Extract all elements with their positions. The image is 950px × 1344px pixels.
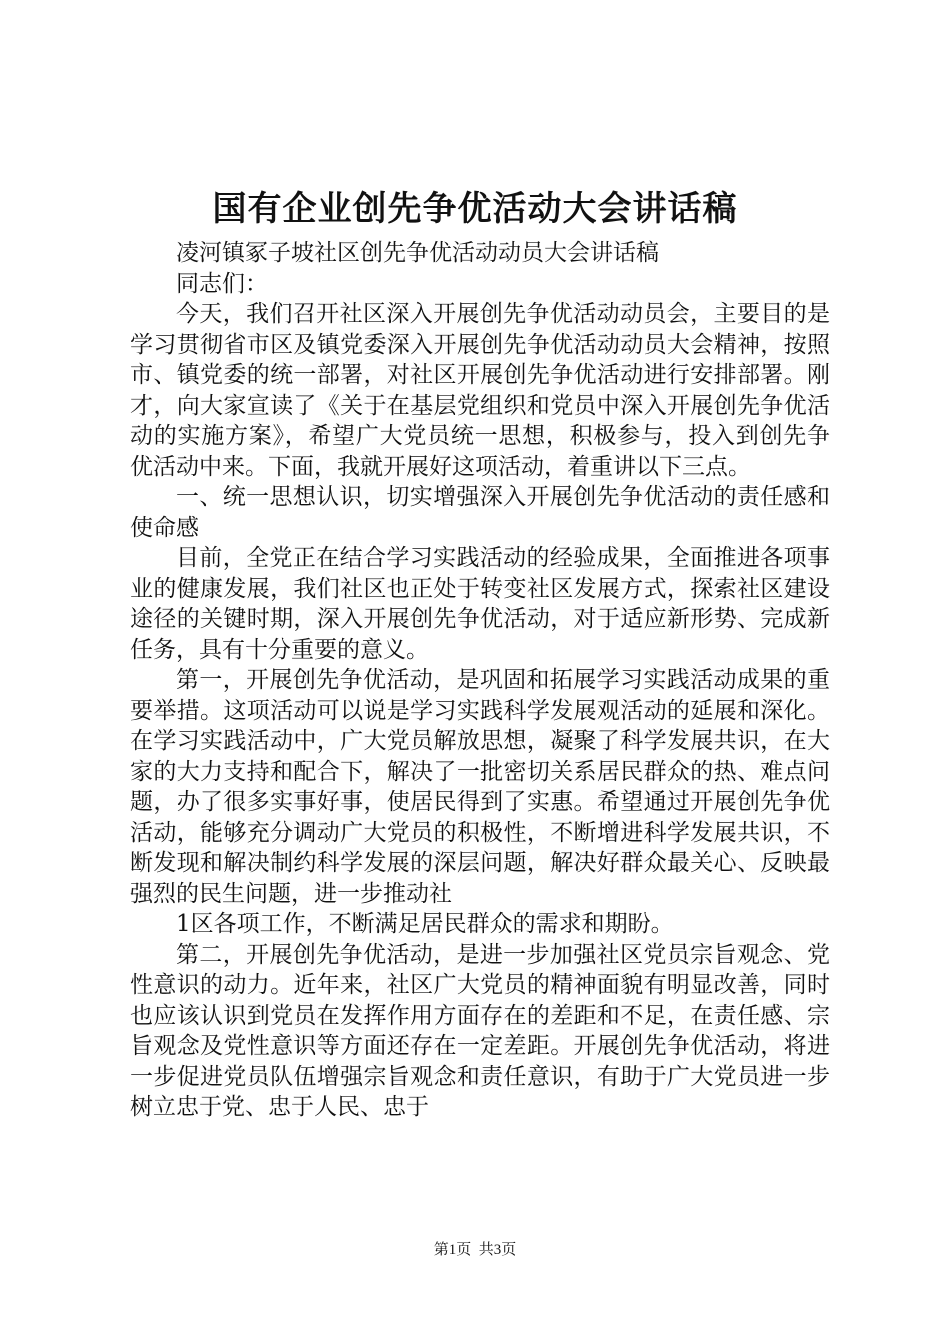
body-paragraph: 第一，开展创先争优活动，是巩固和拓展学习实践活动成果的重要举措。这项活动可以说是学习实践科学发展观活动的延展和深化。在学习实践活动中，广大党员解放思想，凝聚了科学发展共识，在大家的大力支持和配合下，解决了一批密切关系居民群众的热、难点问题，办了很多实事好事，使居民得到了实惠。希望通过开展创先争优活动，能够充分调动广大党员的积极性，不断增进科学发展共识，不断发现和解决制约科学发展的深层问题，解决好群众最关心、反映最强烈的民生问题，进一步推动社 [130, 667, 830, 907]
page-footer [0, 1240, 950, 1260]
document-body [130, 238, 830, 1123]
subtitle-paragraph: 凌河镇冢子坡社区创先争优活动动员大会讲话稿 [176, 240, 659, 266]
body-paragraph: 第二，开展创先争优活动，是进一步加强社区党员宗旨观念、党性意识的动力。近年来，社区广大党员的精神面貌有明显改善，同时也应该认识到党员在发挥作用方面存在的差距和不足，在责任感、宗旨观念及党性意识等方面还存在一定差距。开展创先争优活动，将进一步促进党员队伍增强宗旨观念和责任意识，有助于广大党员进一步树立忠于党、忠于人民、忠于 [130, 941, 830, 1120]
page-number: 第1页 [433, 1242, 472, 1258]
salutation-paragraph: 同志们： [176, 270, 268, 297]
body-paragraph: 今天，我们召开社区深入开展创先争优活动动员会，主要目的是学习贯彻省市区及镇党委深入开展创先争优活动动员大会精神，按照市、镇党委的统一部署，对社区开展创先争优活动进行安排部署。刚才，向大家宣读了《关于在基层党组织和党员中深入开展创先争优活动的实施方案》，希望广大党员统一思想，积极参与，投入到创先争优活动中来。下面，我就开展好这项活动，着重讲以下三点。 [130, 301, 830, 480]
page-total: 共3页 [478, 1242, 517, 1258]
body-paragraph: 1区各项工作，不断满足居民群众的需求和期盼。 [176, 911, 674, 937]
document-title: 国有企业创先争优活动大会讲话稿 [212, 189, 738, 229]
section-heading: 一、统一思想认识，切实增强深入开展创先争优活动的责任感和使命感 [130, 484, 830, 541]
body-paragraph: 目前，全党正在结合学习实践活动的经验成果，全面推进各项事业的健康发展，我们社区也正处于转变社区发展方式，探索社区建设途径的关键时期，深入开展创先争优活动，对于适应新形势、完成新任务，具有十分重要的意义。 [130, 545, 830, 663]
